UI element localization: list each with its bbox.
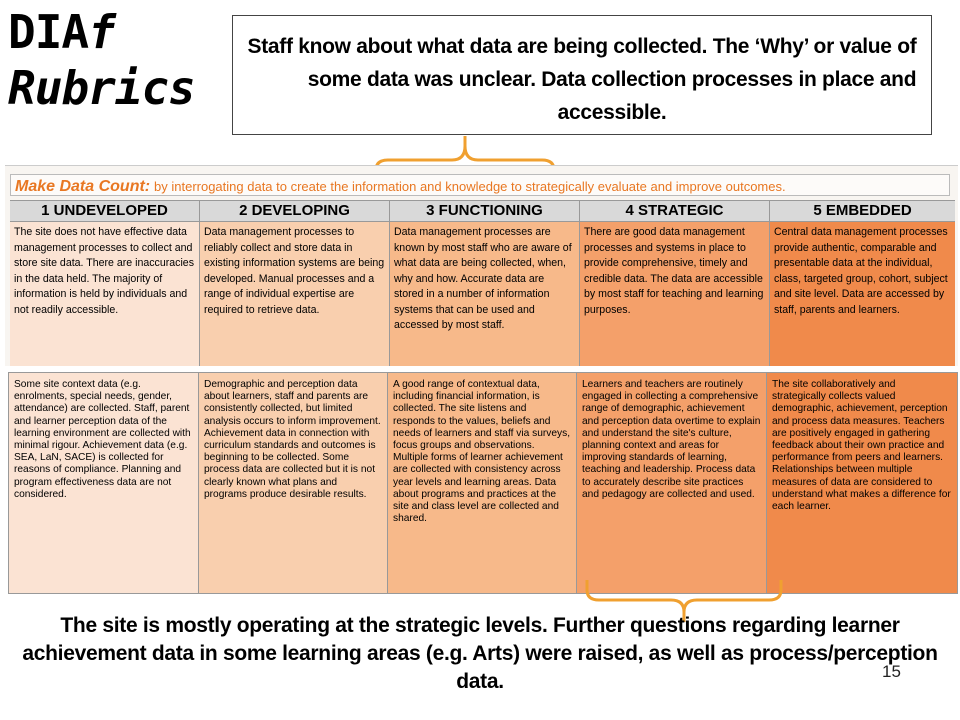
slide-title (8, 4, 195, 116)
rubric-col-header: 3 FUNCTIONING (390, 200, 579, 222)
rubric-col-body: There are good data management processes and systems in place to provide comprehensive, timely and credible data. The data are accessible by most staff for teaching and learning purposes. (580, 222, 769, 321)
lower-cell-embedded: The site collaboratively and strategically collects valued demographic, achievement, perception and process data measures. Teachers are positively engaged in gathering feedback about their own practice and performance from peers and learners. Relationships between multiple measures of data are considered to understand what makes a difference for each learner. (767, 373, 957, 593)
rubric-col-developing (200, 200, 390, 366)
rubric-col-header: 5 EMBEDDED (770, 200, 955, 222)
top-callout-box (232, 15, 932, 135)
rubric-table (5, 165, 958, 366)
rubric-col-header: 1 UNDEVELOPED (10, 200, 199, 222)
lower-cell-undeveloped: Some site context data (e.g. enrolments, special needs, gender, attendance) are collected. Staff, parent and learner perception data of the learning environment are collected with minimal rigour. Achievement data (e.g. SEA, LaN, SACE) is collected for reasons of compliance. Planning and program effectiveness data are not considered. (9, 373, 199, 593)
rubric-col-body: Data management processes to reliably collect and store data in existing information systems are being developed. Manual processes and a range of individual expertise are required to retrieve data. (200, 222, 389, 321)
slide-title-line2: Rubrics (8, 61, 195, 115)
lower-cell-developing: Demographic and perception data about learners, staff and parents are consistently collected, but limited analysis occurs to inform improvement. Achievement data in connection with curriculum standards and outcomes is beginning to be collected. Some process data are collected but it is not clearly known what plans and programs produce desirable results. (199, 373, 388, 593)
rubric-col-body: Central data management processes provide authentic, comparable and presentable data at the individual, class, targeted group, cohort, subject and site level. Data are accessed by staff, parents and learners. (770, 222, 955, 321)
rubric-lower-row (8, 372, 958, 594)
rubric-col-header: 4 STRATEGIC (580, 200, 769, 222)
rubric-heading-label: Make Data Count: (15, 178, 151, 195)
rubric-col-strategic (580, 200, 770, 366)
rubric-col-embedded (770, 200, 955, 366)
rubric-col-functioning (390, 200, 580, 366)
page-number: 15 (882, 662, 901, 681)
rubric-col-body: The site does not have effective data management processes to collect and store site data. There are inaccuracies in the data held. The majority of information is held by individuals and not readily accessible. (10, 222, 199, 321)
rubric-grid (10, 200, 955, 366)
title-prefix: DIA (8, 5, 89, 59)
rubric-col-body: Data management processes are known by most staff who are aware of what data are being collected, when, why and how. Accurate data are stored in a number of information systems that can be used and accessed by most staff. (390, 222, 579, 337)
lower-cell-functioning: A good range of contextual data, including financial information, is collected. The site listens and responds to the values, beliefs and needs of learners and staff via surveys, focus groups and observations. Multiple forms of learner achievement are collected with consistency across year levels and learning areas. Data about programs and practices at the site and class level are collected and shared. (388, 373, 577, 593)
rubric-heading (10, 174, 950, 196)
rubric-col-undeveloped (10, 200, 200, 366)
slide-title-line1 (8, 4, 195, 60)
rubric-heading-description: by interrogating data to create the information and knowledge to strategically evaluate and improve outcomes. (154, 179, 786, 194)
title-italic-f: f (88, 5, 115, 59)
lower-cell-strategic: Learners and teachers are routinely engaged in collecting a comprehensive range of demographic, achievement and perception data overtime to explain and understand the site's culture, planning context and areas for improving standards of learning, teaching and leadership. Process data to accurately describe site practices and pedagogy are collected and used. (577, 373, 767, 593)
top-callout-text: Staff know about what data are being collected. The ‘Why’ or value of some data was unclear. Data collection processes in place and accessible. (247, 35, 917, 124)
rubric-col-header: 2 DEVELOPING (200, 200, 389, 222)
bottom-callout-text: The site is mostly operating at the strategic levels. Further questions regarding learner achievement data in some learning areas (e.g. Arts) were raised, as well as process/perception data. (22, 614, 938, 693)
